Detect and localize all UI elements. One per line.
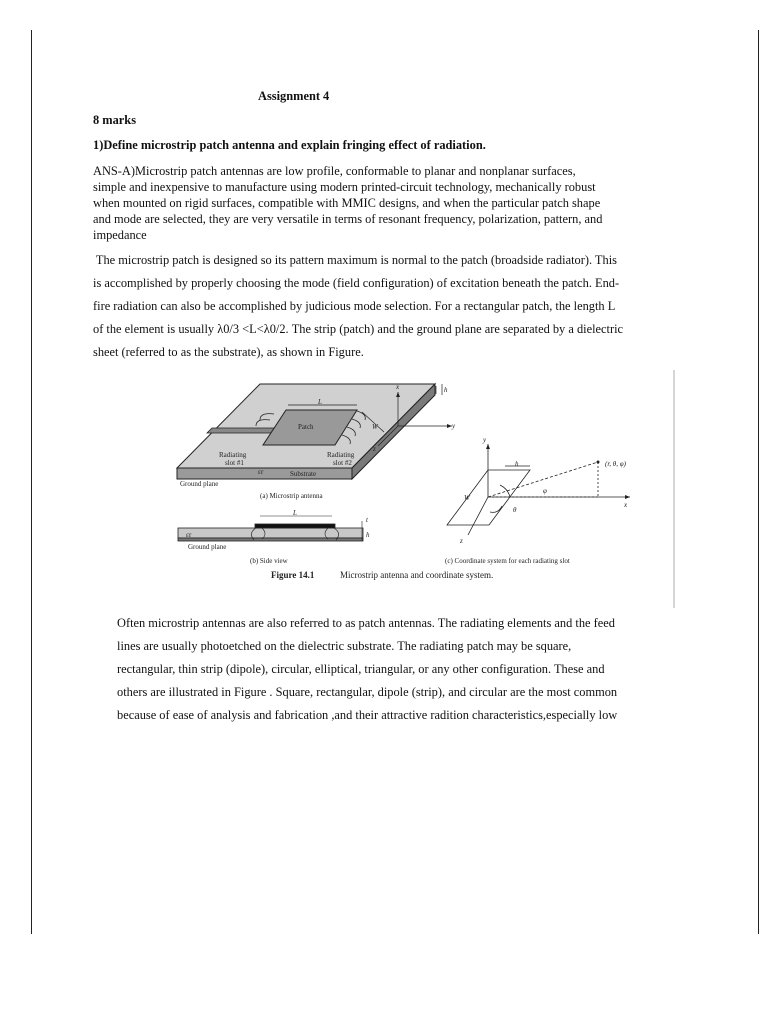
W-label-a: W — [372, 423, 378, 431]
W-label-c: W — [464, 494, 470, 502]
caption-a: (a) Microstrip antenna — [260, 492, 323, 500]
slot2-label-line1: Radiating — [327, 451, 355, 459]
ground-plane-label-b: Ground plane — [188, 543, 227, 551]
text-line: sheet (referred to as the substrate), as shown in Figure. — [93, 345, 364, 359]
L-label-b: L — [293, 509, 297, 517]
x-label-c: x — [624, 501, 628, 509]
text-line: because of ease of analysis and fabrication ,and their attractive radition characteristics,especially low — [117, 708, 618, 722]
y-label-a: y — [452, 422, 456, 430]
question-text: 1)Define microstrip patch antenna and explain fringing effect of radiation. — [93, 138, 486, 152]
ground-plane-label-a: Ground plane — [180, 480, 219, 488]
text-line: fire radiation can also be accomplished by judicious mode selection. For a rectangular patch, the length L — [93, 299, 616, 313]
L-label-a: L — [318, 398, 322, 406]
patch-label: Patch — [298, 423, 314, 431]
point-label: (r, θ, φ) — [605, 460, 626, 468]
assignment-title: Assignment 4 — [258, 89, 330, 103]
x-label-a: x — [396, 383, 400, 391]
substrate-label: Substrate — [290, 470, 317, 478]
slot2-label-line2: slot #2 — [333, 459, 352, 467]
t-label-b: t — [366, 516, 368, 524]
side-view — [178, 516, 363, 541]
phi-label: φ — [543, 487, 547, 495]
text-line: and mode are selected, they are very versatile in terms of resonant frequency, polarization, pattern, and — [93, 212, 603, 226]
figure-title: Microstrip antenna and coordinate system. — [340, 570, 494, 580]
theta-label: θ — [513, 506, 517, 514]
text-line: rectangular, thin strip (dipole), circular, elliptical, triangular, or any other configuration. These and — [117, 662, 605, 676]
y-label-c: y — [483, 436, 487, 444]
slot1-label-line1: Radiating — [219, 451, 247, 459]
eps-label: εr — [258, 468, 264, 476]
eps-label-b: εr — [186, 531, 192, 539]
slot1-label-line2: slot #1 — [225, 459, 244, 467]
h-label-a: h — [444, 386, 448, 394]
caption-b: (b) Side view — [250, 557, 288, 565]
z-label-a: z — [373, 445, 376, 453]
h-label-c: h — [515, 460, 519, 468]
text-line: is accomplished by properly choosing the mode (field configuration) of excitation beneath the patch. End- — [93, 276, 620, 290]
caption-c: (c) Coordinate system for each radiating slot — [445, 557, 570, 565]
text-line: impedance — [93, 228, 147, 242]
text-line: Often microstrip antennas are also referred to as patch antennas. The radiating elements and the feed — [117, 616, 615, 630]
h-label-b: h — [366, 531, 370, 539]
coordinate-system — [447, 444, 630, 535]
z-label-c: z — [460, 537, 463, 545]
marks-label: 8 marks — [93, 113, 137, 127]
text-line: The microstrip patch is designed so its pattern maximum is normal to the patch (broadside radiator). This — [93, 253, 617, 267]
text-line: of the element is usually λ0/3 <L<λ0/2. The strip (patch) and the ground plane are separated by a dielectric — [93, 322, 624, 336]
text-line: lines are usually photoetched on the dielectric substrate. The radiating patch may be square, — [117, 639, 572, 653]
text-line: ANS-A)Microstrip patch antennas are low profile, conformable to planar and nonplanar surfaces, — [93, 164, 576, 178]
figure-number: Figure 14.1 — [271, 570, 315, 580]
text-line: simple and inexpensive to manufacture using modern printed-circuit technology, mechanically robust — [93, 180, 596, 194]
text-line: others are illustrated in Figure . Square, rectangular, dipole (strip), and circular are the most common — [117, 685, 618, 699]
text-line: when mounted on rigid surfaces, compatible with MMIC designs, and when the particular patch shape — [93, 196, 601, 210]
